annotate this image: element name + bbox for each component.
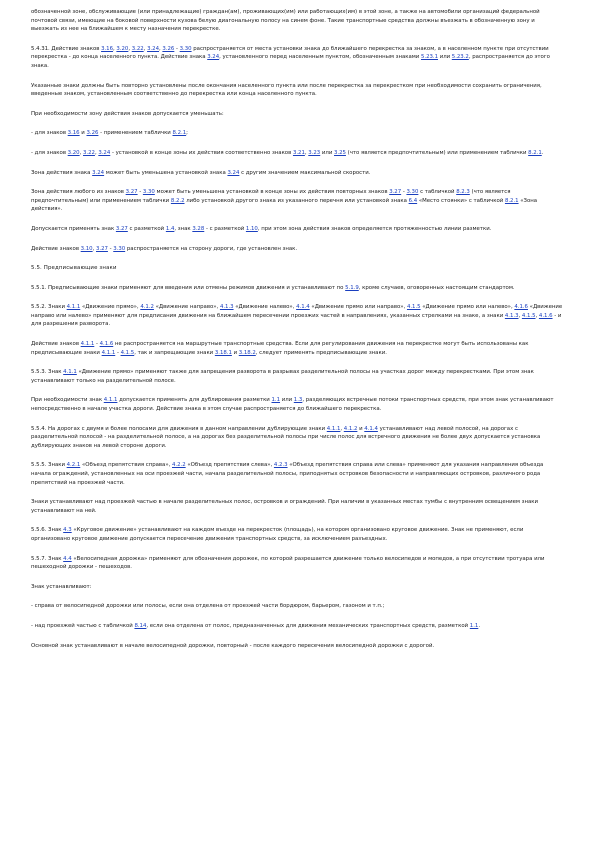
paragraph <box>31 583 563 592</box>
paragraph-text: обозначенной зоне, обслуживающие (или принадлежащие) граждан(ам), проживающих(им) или работающих(им) в этой зоне, а также на автомобили организаций федеральной почтовой связи, имеющие на боковой поверхности кузова белую диагональную полосу на синем фоне. Такие транспортные средства должны въезжать в обозначенную зону и выезжать из нее на ближайшем к месту назначения перекрестке. <box>31 9 540 33</box>
sign-reference-link[interactable]: 3.20 <box>67 149 80 156</box>
paragraph-text: «Объезд препятствия слева», <box>185 462 274 469</box>
paragraph <box>31 82 563 99</box>
paragraph-text: 5.5.4. На дорогах с двумя и более полосами для движения в данном направлении дублирующие знаки <box>31 425 327 432</box>
sign-reference-link[interactable]: 4.1.6 <box>538 312 553 319</box>
paragraph-text: - <box>115 349 121 356</box>
paragraph-text: , следует применять предписывающие знаки. <box>255 349 387 356</box>
paragraph-text: , знак <box>174 225 193 232</box>
paragraph-text: - установкой в конце зоны их действия соответственно знаков <box>110 149 293 156</box>
paragraph-text: «Движение прямо или налево», <box>420 304 515 311</box>
sign-reference-link[interactable]: 6.4 <box>408 197 418 204</box>
sign-reference-link[interactable]: 1.1 <box>469 622 479 629</box>
paragraph-text: и <box>357 425 365 432</box>
paragraph-text: может быть уменьшена установкой в конце зоны их действия повторных знаков <box>154 189 390 196</box>
sign-reference-link[interactable]: 3.30 <box>113 245 126 252</box>
sign-reference-link[interactable]: 4.1.6 <box>99 341 114 348</box>
paragraph <box>31 461 563 487</box>
sign-reference-link[interactable]: 4.1.6 <box>514 304 528 311</box>
paragraph-text: распространяется от места установки знака до ближайшего перекрестка за знаком, а в населенном пункте при отсутствии перекрестка - до конца населенного пункта. Действие знака <box>31 45 549 61</box>
paragraph-text: 5.4.31. Действие знаков <box>31 45 102 52</box>
paragraph-text: , при этом зона действия знаков определяется протяженностью линии разметки. <box>257 225 492 232</box>
paragraph-text: . <box>478 622 481 629</box>
paragraph-text: - с разметкой <box>204 225 246 232</box>
paragraph-text: может быть уменьшена установкой знака <box>104 169 228 176</box>
paragraph-text: . <box>541 149 544 156</box>
sign-reference-link[interactable]: 3.30 <box>142 189 155 196</box>
paragraph-text: , если она отделена от полос, предназначенных для движения механических транспортных средств, разметкой <box>146 622 470 629</box>
paragraph-text: и <box>231 349 239 356</box>
paragraph-text: Основной знак устанавливают в начале велосипедной дорожки, повторный - после каждого пересечения велосипедной дорожки с дорогой. <box>31 642 435 649</box>
paragraph-text: , <box>340 425 344 432</box>
sign-reference-link[interactable]: 4.1.1 <box>101 349 116 356</box>
paragraph-text: - для знаков <box>31 149 68 156</box>
sign-reference-link[interactable]: 4.1.1 <box>80 341 95 348</box>
paragraph-text: - <box>401 189 407 196</box>
sign-reference-link[interactable]: 8.2.1 <box>172 130 187 137</box>
paragraph-text: с табличкой <box>418 189 457 196</box>
paragraph-text: «Движение налево», <box>233 304 297 311</box>
paragraph-text: «Движение прямо» применяют также для запрещения разворота в разрывах разделительной полосы на участках дорог между перекрестками. При этом знак устанавливают только на разделительной полосе. <box>31 369 534 384</box>
paragraph-text: , <box>92 245 96 252</box>
paragraph-text: , <box>143 45 148 52</box>
paragraph-text: «Объезд препятствия справа или слева» применяют для указания направления объезда начала ограждений, установленных на оси проезжей части, начала разделительной полосы, приподнятых островков безопасности и направляющих островков, различного рода препятствий на проезжей части. <box>31 462 544 486</box>
paragraph <box>31 368 563 385</box>
paragraph-text: , <box>535 312 539 319</box>
paragraph-text: «Круговое движение» устанавливают на каждом въезде на перекресток (площадь), на котором организовано круговое движение. Знак не применяют, если организовано круговое движение допускается пересечение движения транспортных средств, за исключением разъездных. <box>31 527 524 542</box>
paragraph <box>31 642 563 651</box>
paragraph-text: «Место стоянки» с табличкой <box>417 197 505 204</box>
sign-reference-link[interactable]: 4.2.2 <box>172 462 186 469</box>
sign-reference-link[interactable]: 4.1.5 <box>406 304 421 311</box>
paragraph <box>31 303 563 329</box>
paragraph-text: либо установкой другого знака из указанного перечня или установкой знака <box>184 197 409 204</box>
paragraph-text: - <box>107 245 114 252</box>
paragraph <box>31 555 563 572</box>
sign-reference-link[interactable]: 3.22 <box>83 149 95 156</box>
sign-reference-link[interactable]: 5.1.9 <box>345 284 359 291</box>
paragraph-text: или <box>320 149 334 156</box>
paragraph <box>31 264 563 273</box>
paragraph-text: «Объезд препятствия справа», <box>80 462 173 469</box>
sign-reference-link[interactable]: 3.18.1 <box>214 349 232 356</box>
paragraph-text: , <box>79 149 83 156</box>
paragraph <box>31 8 563 34</box>
sign-reference-link[interactable]: 4.1.1 <box>103 397 118 404</box>
sign-reference-link[interactable]: 4.1.3 <box>504 312 519 319</box>
paragraph-text: с разметкой <box>127 225 166 232</box>
paragraph-text: - и для разрешения разворота. <box>31 312 562 328</box>
paragraph-text: Указанные знаки должны быть повторно установлены после окончания населенного пункта или после перекрестка за перекрестком при необходимости сохранить ограничения, введенные знаком, установленным соответственно до перекрестка или конца населенного пункта. <box>31 82 542 98</box>
paragraph-text: 5.5.3. Знак <box>31 369 64 376</box>
paragraph <box>31 622 563 631</box>
paragraph-text: - <box>137 189 143 196</box>
paragraph-text: или <box>438 54 452 61</box>
sign-reference-link[interactable]: 3.20 <box>116 45 129 52</box>
sign-reference-link[interactable]: 3.22 <box>131 45 144 52</box>
paragraph-text: 5.5.1. Предписывающие знаки применяют для введения или отмены режимов движения и устанавливают по <box>31 284 346 291</box>
sign-reference-link[interactable]: 3.30 <box>179 45 192 52</box>
sign-reference-link[interactable]: 3.27 <box>96 245 108 252</box>
paragraph-text: Знак устанавливают: <box>31 583 92 590</box>
paragraph-text: - <box>94 341 100 348</box>
paragraph-text: допускается применять для дублирования разметки <box>117 397 272 404</box>
sign-reference-link[interactable]: 3.16 <box>101 45 114 52</box>
sign-reference-link[interactable]: 3.27 <box>125 189 138 196</box>
paragraph-text: , <box>113 45 117 52</box>
sign-reference-link[interactable]: 8.14 <box>134 622 147 629</box>
sign-reference-link[interactable]: 3.21 <box>292 149 305 156</box>
sign-reference-link[interactable]: 1.3 <box>293 397 303 404</box>
paragraph-text: Действие знаков <box>31 341 81 348</box>
paragraph-text: «Движение направо или налево» применяют для предписания движения на ближайшем пересечении проезжих частей в направлениях, указанных стрелками на знаке, а знаки <box>31 304 563 319</box>
paragraph <box>31 45 563 71</box>
sign-reference-link[interactable]: 3.24 <box>207 54 220 61</box>
paragraph-text: - применением таблички <box>98 130 173 137</box>
sign-reference-link[interactable]: 3.26 <box>162 45 175 52</box>
paragraph-text: При необходимости знак <box>31 397 104 404</box>
paragraph-text: Допускается применять знак <box>31 225 116 232</box>
sign-reference-link[interactable]: 3.24 <box>147 45 159 52</box>
paragraph-text: 5.5.7. Знак <box>31 555 64 562</box>
sign-reference-link[interactable]: 5.23.1 <box>420 54 439 61</box>
paragraph-text: , разделяющих встречные потоки транспортных средств, при этом знак устанавливают непосредственно в начале участка дороги. Действие знака в этом случае распространяется до ближайшего перекрестка. <box>31 397 554 413</box>
sign-reference-link[interactable]: 4.2.3 <box>273 462 288 469</box>
sign-reference-link[interactable]: 8.2.2 <box>170 197 185 204</box>
sign-reference-link[interactable]: 4.1.1 <box>66 304 81 311</box>
paragraph-text: «Движение прямо», <box>80 304 141 311</box>
section-heading: 5.5. Предписывающие знаки <box>31 265 117 272</box>
paragraph <box>31 169 563 178</box>
paragraph-text: «Зона действия». <box>31 197 538 213</box>
sign-reference-link[interactable]: 8.2.1 <box>528 149 542 156</box>
paragraph <box>31 396 563 413</box>
sign-reference-link[interactable]: 4.1.1 <box>63 369 77 376</box>
paragraph <box>31 129 563 138</box>
sign-reference-link[interactable]: 3.24 <box>227 169 240 176</box>
sign-reference-link[interactable]: 4.1.4 <box>364 425 378 432</box>
sign-reference-link[interactable]: 4.1.2 <box>140 304 154 311</box>
paragraph <box>31 602 563 611</box>
paragraph-text: (что является предпочтительным) или применением таблички <box>345 149 529 156</box>
sign-reference-link[interactable]: 4.2.1 <box>66 462 81 469</box>
sign-reference-link[interactable]: 4.1.2 <box>343 425 358 432</box>
sign-reference-link[interactable]: 3.25 <box>334 149 346 156</box>
paragraph-text: , кроме случаев, оговоренных настоящим стандартом. <box>358 284 515 291</box>
sign-reference-link[interactable]: 3.26 <box>86 130 99 137</box>
sign-reference-link[interactable]: 1.1 <box>271 397 281 404</box>
paragraph <box>31 245 563 254</box>
sign-reference-link[interactable]: 5.23.2 <box>451 54 469 61</box>
paragraph-text: , распространяется до этого знака. <box>31 54 550 69</box>
sign-reference-link[interactable]: 8.2.1 <box>504 197 519 204</box>
sign-reference-link[interactable]: 3.27 <box>115 225 128 232</box>
paragraph-text: «Велосипедная дорожка» применяют для обозначения дорожек, по которой разрешается движение только велосипедов и мопедов, а при отсутствии тротуара или пешеходной дорожки - пешеходов. <box>31 555 545 571</box>
sign-reference-link[interactable]: 3.28 <box>192 225 205 232</box>
paragraph-text: Зона действия знака <box>31 169 93 176</box>
sign-reference-link[interactable]: 3.30 <box>406 189 419 196</box>
paragraph-text: - <box>174 45 180 52</box>
paragraph-text: - над проезжей частью с табличкой <box>31 622 135 629</box>
paragraph-text: с другим значением максимальной скорости. <box>239 169 371 176</box>
paragraph-text: , <box>128 45 132 52</box>
paragraph <box>31 526 563 543</box>
paragraph <box>31 149 563 158</box>
sign-reference-link[interactable]: 3.24 <box>92 169 105 176</box>
paragraph-text: Зона действия любого из знаков <box>31 189 126 196</box>
paragraph-text: - для знаков <box>31 130 68 137</box>
sign-reference-link[interactable]: 4.1.4 <box>296 304 310 311</box>
paragraph <box>31 110 563 119</box>
paragraph-text: , <box>304 149 309 156</box>
paragraph-text: ; <box>186 130 188 137</box>
paragraph <box>31 498 563 515</box>
sign-reference-link[interactable]: 4.1.5 <box>120 349 135 356</box>
paragraph-text: При необходимости зону действия знаков допускается уменьшать: <box>31 110 224 117</box>
paragraph-text: , установленного перед населенным пунктом, обозначенным знаками <box>219 54 421 61</box>
paragraph <box>31 340 563 357</box>
paragraph-text: Знаки устанавливают над проезжей частью в начале разделительных полос, островков и ограждений. При наличии в указанных местах тумбы с внутренним освещением знаки устанавливают на ней. <box>31 499 539 514</box>
paragraph <box>31 188 563 214</box>
paragraph-text: «Движение прямо или направо», <box>309 304 407 311</box>
paragraph-text: Действие знаков <box>31 245 81 252</box>
sign-reference-link[interactable]: 4.1.1 <box>326 425 341 432</box>
paragraph <box>31 284 563 293</box>
paragraph <box>31 425 563 451</box>
paragraph-text: 5.5.2. Знаки <box>31 304 67 311</box>
paragraph-text: не распространяется на маршрутные транспортные средства. Если для регулирования движения на перекрестке могут быть использованы как предписывающие знаки <box>31 341 529 356</box>
sign-reference-link[interactable]: 4.3 <box>63 527 72 534</box>
paragraph-text: и <box>79 130 87 137</box>
sign-reference-link[interactable]: 3.24 <box>98 149 111 156</box>
paragraph-text: (что является предпочтительным) или применением таблички <box>31 189 511 204</box>
sign-reference-link[interactable]: 3.16 <box>67 130 80 137</box>
paragraph-text: устанавливают над левой полосой, на дорогах с разделительной полосой - на разделительной полосе, а на дорогах без разделительной полосы при числе полос для встречного движения не более двух допускается установка дублирующих знаков на левой стороне дороги. <box>31 425 541 449</box>
paragraph-text: , <box>159 45 163 52</box>
paragraph-text: , <box>518 312 522 319</box>
sign-reference-link[interactable]: 3.27 <box>389 189 402 196</box>
paragraph-text: или <box>280 397 294 404</box>
paragraph-text: 5.5.5. Знаки <box>31 462 67 469</box>
paragraph-text: «Движение направо», <box>153 304 220 311</box>
sign-reference-link[interactable]: 8.2.3 <box>456 189 470 196</box>
paragraph-text: , так и запрещающие знаки <box>134 349 215 356</box>
sign-reference-link[interactable]: 3.23 <box>308 149 321 156</box>
paragraph-text: , <box>94 149 99 156</box>
sign-reference-link[interactable]: 3.18.2 <box>238 349 256 356</box>
sign-reference-link[interactable]: 4.1.5 <box>521 312 536 319</box>
paragraph-text: - справа от велосипедной дорожки или полосы, если она отделена от проезжей части бордюром, барьером, газоном и т.п.; <box>31 603 385 610</box>
paragraph-text: 5.5.6. Знак <box>31 527 64 534</box>
sign-reference-link[interactable]: 4.4 <box>63 555 72 562</box>
paragraph-text: распространяется на сторону дороги, где установлен знак. <box>125 245 298 252</box>
paragraph <box>31 225 563 234</box>
sign-reference-link[interactable]: 4.1.3 <box>219 304 234 311</box>
sign-reference-link[interactable]: 1.4 <box>165 225 175 232</box>
sign-reference-link[interactable]: 3.10 <box>80 245 93 252</box>
sign-reference-link[interactable]: 1.10 <box>245 225 258 232</box>
